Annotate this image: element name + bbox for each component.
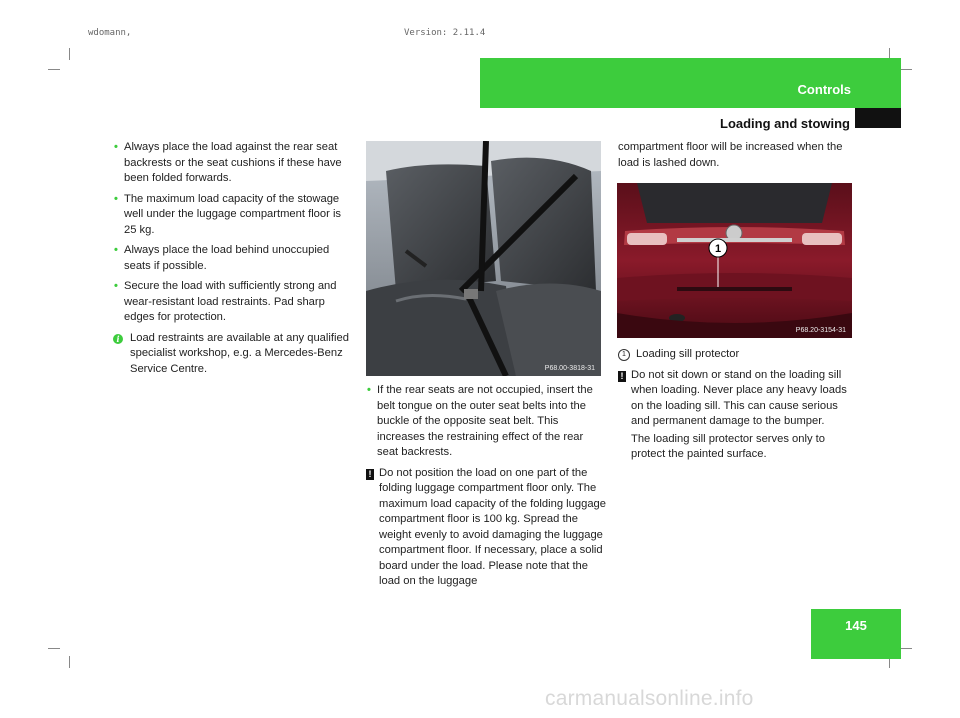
warning-icon: ! [618, 371, 626, 382]
bullet-text: Always place the load against the rear seat backrests or the seat cushions if these have been folded forwards. [124, 141, 342, 184]
bullet-icon: • [114, 244, 118, 256]
info-note-text: Load restraints are available at any qualified specialist workshop, e.g. a Mercedes-Benz Service Centre. [130, 331, 349, 375]
bullet-icon: • [367, 384, 371, 396]
section-tab [480, 58, 901, 108]
title-bar [855, 108, 901, 128]
list-item [113, 140, 353, 187]
warning-note [618, 368, 854, 430]
info-icon: i [113, 334, 123, 344]
warning-text: Do not sit down or stand on the loading sill when loading. Never place any heavy loads on the loading sill. This can cause serious and permanent damage to the bumper. [631, 368, 847, 427]
page-number: 145 [845, 618, 867, 633]
watermark: carmanualsonline.info [545, 687, 754, 710]
bullet-text: Secure the load with sufficiently strong and wear-resistant load restraints. Pad sharp edges for protection. [124, 280, 337, 323]
rear-seat-illustration [366, 141, 601, 376]
column-3 [618, 140, 854, 176]
list-item [113, 243, 353, 274]
callout-number-icon: 1 [618, 349, 630, 361]
callout-number: 1 [714, 243, 722, 255]
crop-mark [48, 648, 60, 649]
list-item [113, 279, 353, 326]
list-item [113, 192, 353, 239]
page-title: Loading and stowing [720, 116, 850, 131]
header-meta-left: wdomann, [88, 28, 132, 38]
continuation-text: compartment floor will be increased when the load is lashed down. [618, 141, 843, 169]
column-1 [113, 140, 353, 382]
bullet-icon: • [114, 141, 118, 153]
info-note [113, 331, 353, 378]
bullet-text: Always place the load behind unoccupied seats if possible. [124, 244, 330, 272]
header-meta-right: Version: 2.11.4 [404, 28, 486, 38]
bullet-icon: • [114, 280, 118, 292]
crop-mark [69, 656, 70, 668]
warning-icon: ! [366, 469, 374, 480]
bullet-text: The maximum load capacity of the stowage well under the luggage compartment floor is 25 kg. [124, 192, 342, 236]
page-number-box [811, 609, 901, 659]
crop-mark [48, 69, 60, 70]
crop-mark [900, 648, 912, 649]
warning-text-continued: The loading sill protector serves only to protect the painted surface. [631, 432, 826, 460]
crop-mark [900, 69, 912, 70]
image-code: P68.00-3818-31 [544, 365, 595, 372]
list-item [366, 383, 606, 461]
column-3-lower [618, 347, 854, 468]
bullet-text: If the rear seats are not occupied, insert the belt tongue on the outer seat belts into the buckle of the opposite seat belt. This increases the restraining effect of the rear seat backrests. [377, 384, 593, 458]
bullet-icon: • [114, 192, 118, 205]
car-rear-illustration [617, 183, 852, 338]
warning-note [366, 466, 606, 590]
section-label: Controls [797, 82, 851, 97]
image-code: P68.20-3154-31 [795, 327, 846, 334]
column-2 [366, 383, 606, 595]
warning-text: Do not position the load on one part of the folding luggage compartment floor only. The maximum load capacity of the folding luggage compartment floor is 100 kg. Spread the weight evenly to avoid damaging the luggage compartment floor. If necessary, place a solid board under the load. Please note that the load on the luggage [379, 466, 606, 587]
car-rear-photo [617, 183, 852, 338]
crop-mark [69, 48, 70, 60]
rear-seat-photo [366, 141, 601, 376]
callout-legend [618, 347, 854, 363]
callout-label: Loading sill protector [636, 348, 740, 360]
